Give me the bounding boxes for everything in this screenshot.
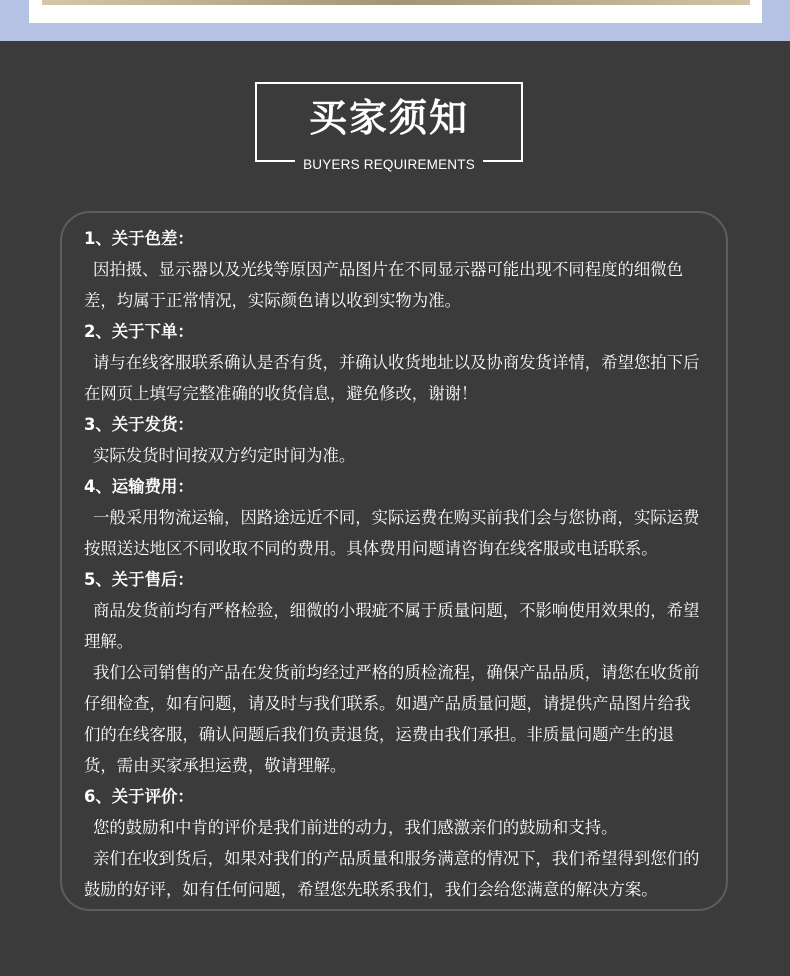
subtitle-wrap	[257, 154, 521, 174]
section-paragraph: 实际发货时间按双方约定时间为准。	[93, 446, 356, 465]
page-subtitle: BUYERS REQUIREMENTS	[295, 156, 483, 174]
notice-content	[84, 223, 706, 905]
section-heading: 5、关于售后：	[84, 570, 194, 589]
top-product-photo	[42, 0, 750, 5]
title-frame	[255, 82, 523, 172]
section-paragraph: 一般采用物流运输，因路途远近不同，实际运费在购买前我们会与您协商，实际运费按照送达地区不同收取不同的费用。具体费用问题请咨询在线客服或电话联系。	[84, 508, 700, 558]
section-paragraph: 亲们在收到货后，如果对我们的产品质量和服务满意的情况下，我们希望得到您们的鼓励的好评，如有任何问题，希望您先联系我们，我们会给您满意的解决方案。	[84, 849, 700, 899]
section-heading: 1、关于色差：	[84, 229, 194, 248]
section-heading: 2、关于下单：	[84, 322, 194, 341]
section-heading: 4、运输费用：	[84, 477, 194, 496]
section-heading: 3、关于发货：	[84, 415, 194, 434]
section-paragraph: 商品发货前均有严格检验，细微的小瑕疵不属于质量问题，不影响使用效果的，希望理解。	[84, 601, 700, 651]
section-paragraph: 您的鼓励和中肯的评价是我们前进的动力，我们感激亲们的鼓励和支持。	[93, 818, 618, 837]
page-title: 买家须知	[308, 95, 469, 140]
section-paragraph: 因拍摄、显示器以及光线等原因产品图片在不同显示器可能出现不同程度的细微色差，均属于正常情况，实际颜色请以收到实物为准。	[84, 260, 684, 310]
section-paragraph: 我们公司销售的产品在发货前均经过严格的质检流程，确保产品品质，请您在收货前仔细检查，如有问题，请及时与我们联系。如遇产品质量问题，请提供产品图片给我们的在线客服，确认问题后我们负责退货，运费由我们承担。非质量问题产生的退货，需由买家承担运费，敬请理解。	[84, 663, 700, 775]
section-paragraph: 请与在线客服联系确认是否有货，并确认收货地址以及协商发货详情，希望您拍下后在网页上填写完整准确的收货信息，避免修改，谢谢！	[84, 353, 700, 403]
section-heading: 6、关于评价：	[84, 787, 194, 806]
